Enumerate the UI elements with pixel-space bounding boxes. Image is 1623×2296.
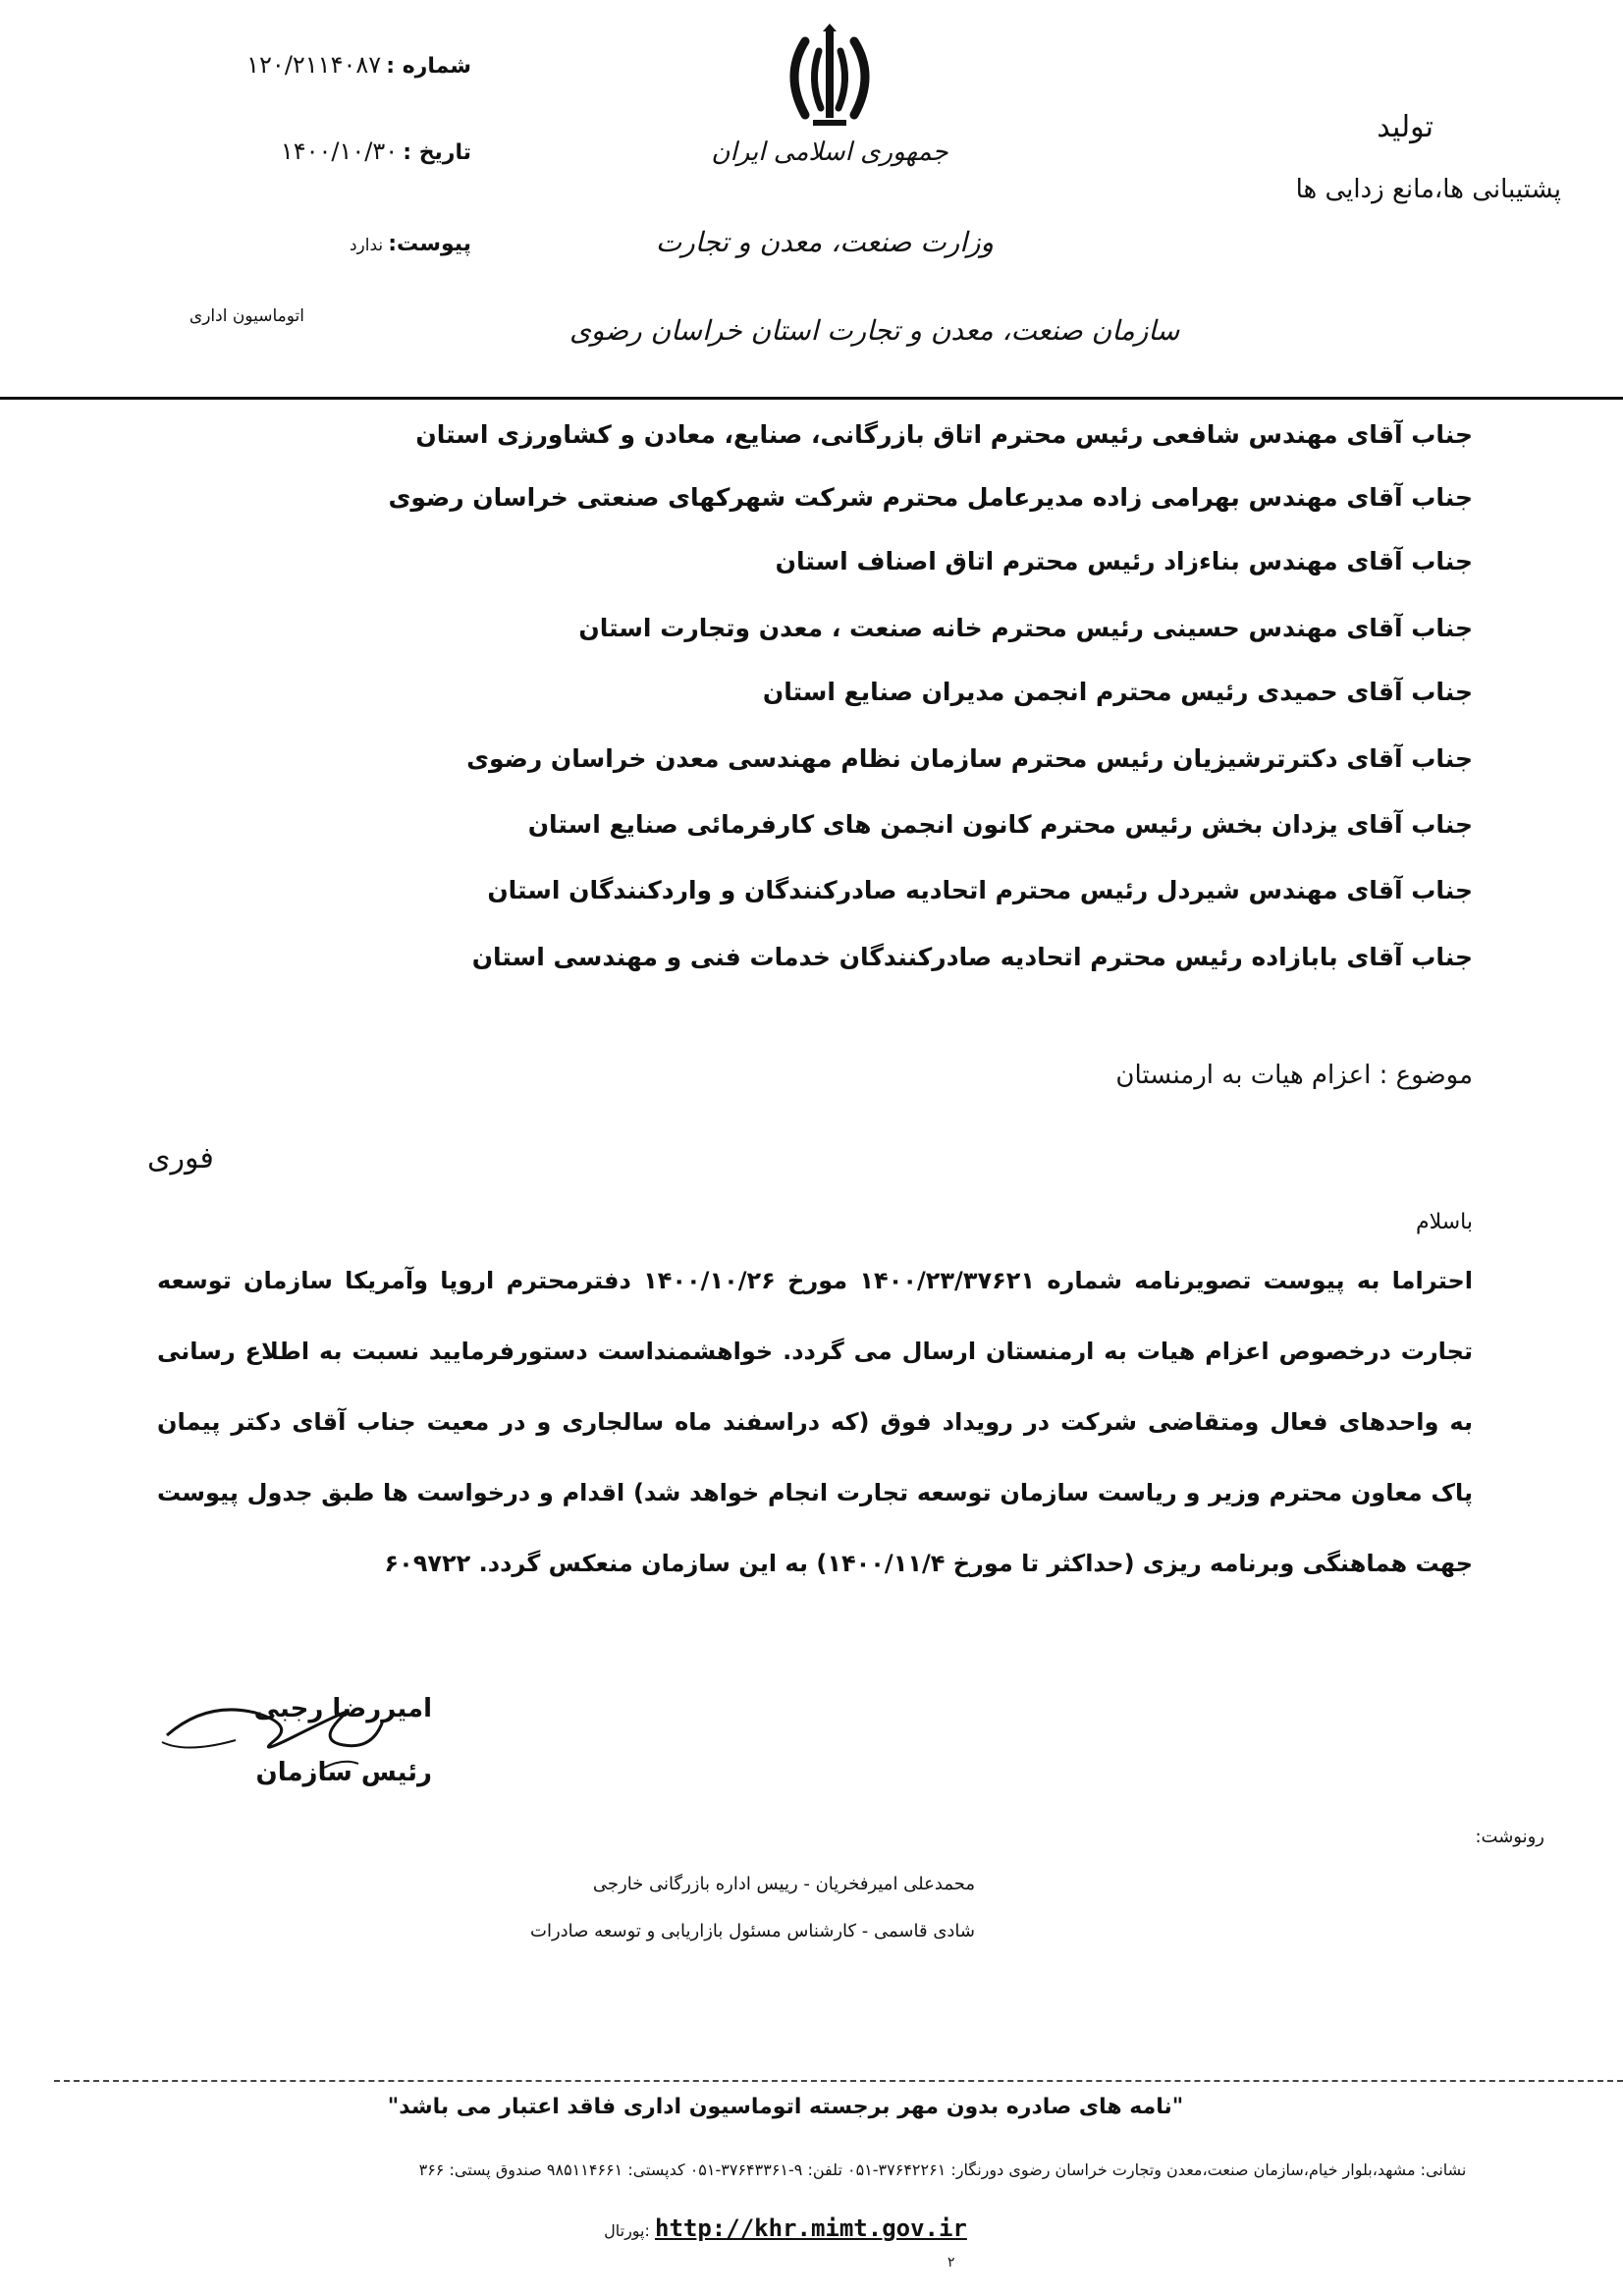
ministry-title: وزارت صنعت، معدن و تجارت <box>655 226 995 258</box>
subject-line <box>884 1061 1473 1090</box>
number-value: ۱۲۰/۲۱۱۴۰۸۷ <box>246 51 382 79</box>
cc-item: محمدعلی امیرفخریان - رییس اداره بازرگانی خارجی <box>592 1874 975 1894</box>
footer-address: نشانی: مشهد،بلوار خیام،سازمان صنعت،معدن وتجارت خراسان رضوی دورنگار: ۳۷۶۴۲۲۶۱-۰۵۱ تلفن: ۹-۳۷۶۴۳۳۶۱-۰۵۱ کدپستی: ۹۸۵۱۱۴۶۶۱ صندوق پستی: ۳۶۶ <box>418 2160 1467 2179</box>
footer-notice: "نامه های صادره بدون مهر برجسته اتوماسیون اداری فاقد اعتبار می باشد" <box>387 2095 1184 2119</box>
signer-title: رئیس سازمان <box>255 1758 432 1787</box>
date-value: ۱۴۰۰/۱۰/۳۰ <box>280 137 399 165</box>
page-mark: ۲ <box>947 2255 955 2270</box>
addressee-item: جناب آقای مهندس بناءزاد رئیس محترم اتاق اصناف استان <box>775 547 1473 575</box>
letter-attachment <box>245 232 471 256</box>
dept-title: تولید <box>1377 110 1434 144</box>
letter-number <box>98 51 471 79</box>
organization-title: سازمان صنعت، معدن و تجارت استان خراسان رضوی <box>569 314 1180 347</box>
footer-website <box>589 2214 982 2242</box>
addressee-item: جناب آقای مهندس شیردل رئیس محترم اتحادیه صادرکنندگان و واردکنندگان استان <box>487 876 1473 904</box>
addressee-item: جناب آقای دکترترشیزیان رئیس محترم سازمان نظام مهندسی معدن خراسان رضوی <box>466 744 1473 773</box>
addressee-item: جناب آقای بابازاده رئیس محترم اتحادیه صادرکنندگان خدمات فنی و مهندسی استان <box>471 943 1473 971</box>
addressee-item: جناب آقای مهندس حسینی رئیس محترم خانه صنعت ، معدن وتجارت استان <box>578 614 1473 642</box>
website-label: پورتال: <box>604 2221 650 2240</box>
addressee-item: جناب آقای یزدان بخش رئیس محترم کانون انجمن های کارفرمائی صنایع استان <box>527 810 1473 839</box>
addressee-item: جناب آقای مهندس شافعی رئیس محترم اتاق بازرگانی، صنایع، معادن و کشاورزی استان <box>415 420 1473 449</box>
addressee-item: جناب آقای مهندس بهرامی زاده مدیرعامل محترم شرکت شهرکهای صنعتی خراسان رضوی <box>388 483 1473 512</box>
cc-label: رونوشت: <box>1475 1827 1544 1847</box>
greeting: باسلام <box>1415 1210 1473 1234</box>
subject-label: موضوع : <box>1379 1061 1473 1090</box>
subject-text: اعزام هیات به ارمنستان <box>1115 1061 1372 1090</box>
website-link[interactable]: http://khr.mimt.gov.ir <box>655 2214 967 2242</box>
iran-emblem-icon <box>776 22 884 135</box>
attachment-label: پیوست: <box>388 232 471 256</box>
republic-title: جمهوری اسلامی ایران <box>711 137 948 167</box>
signer-name: امیررضا رجبی <box>253 1694 432 1723</box>
cc-item: شادی قاسمی - کارشناس مسئول بازاریابی و توسعه صادرات <box>530 1921 975 1941</box>
number-label: شماره : <box>386 54 471 79</box>
letter-date <box>147 137 471 165</box>
automation-note: اتوماسیون اداری <box>189 306 304 326</box>
date-label: تاریخ : <box>403 140 471 165</box>
header-divider <box>0 397 1623 400</box>
addressee-item: جناب آقای حمیدی رئیس محترم انجمن مدیران صنایع استان <box>762 678 1473 706</box>
attachment-value: ندارد <box>349 236 384 255</box>
urgency-mark: فوری <box>147 1141 214 1175</box>
dept-subtitle: پشتیبانی ها،مانع زدایی ها <box>1295 175 1561 204</box>
letter-body: احتراما به پیوست تصویرنامه شماره ۱۴۰۰/۲۳/۳۷۶۲۱ مورخ ۱۴۰۰/۱۰/۲۶ دفترمحترم اروپا وآمریکا سازمان توسعه تجارت درخصوص اعزام هیات به ارمنستان ارسال می گردد. خواهشمنداست دستورفرمایید نسبت به اطلاع رسانی به واحدهای فعال ومتقاضی شرکت در رویداد فوق (که دراسفند ماه سالجاری و در معیت جناب آقای دکتر پیمان پاک معاون محترم وزیر و ریاست سازمان توسعه تجارت انجام خواهد شد) اقدام و درخواست ها طبق جدول پیوست جهت هماهنگی وبرنامه ریزی (حداکثر تا مورخ ۱۴۰۰/۱۱/۴) به این سازمان منعکس گردد. ۶۰۹۷۲۲ <box>157 1267 1474 1577</box>
footer-divider <box>54 2080 1623 2082</box>
